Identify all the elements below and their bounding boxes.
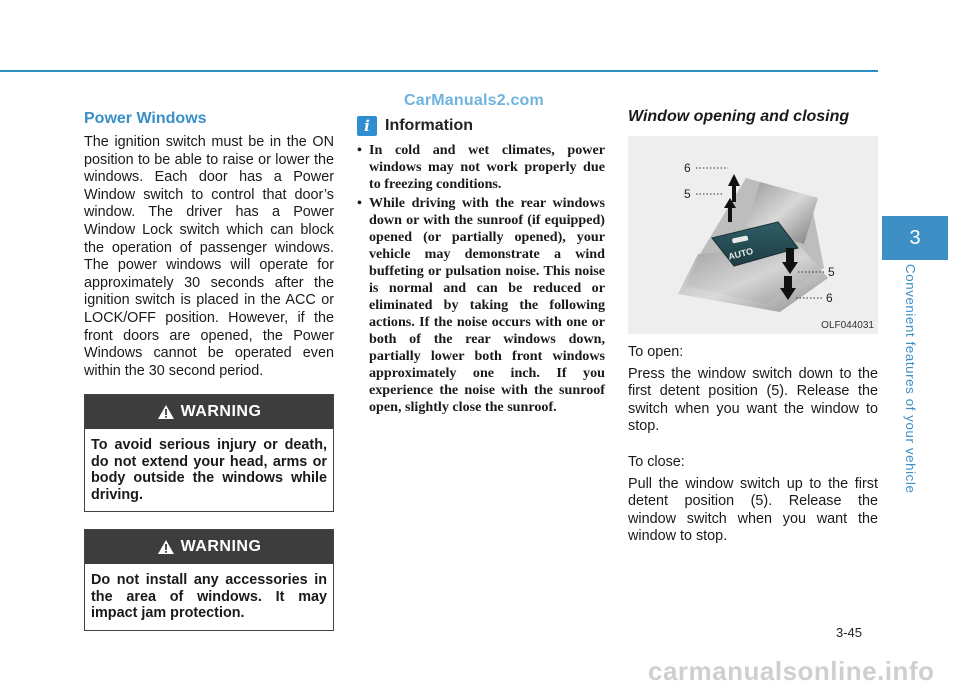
chapter-title-text: Convenient features of your vehicle [903,264,918,494]
power-windows-paragraph: The ignition switch must be in the ON position to be able to raise or lower the windows. Each door has a Power Window switch to control that door’s window. The driver has a Power Window Lock switch which can block the operation of passenger windows. The power windows will operate for approximately 30 seconds after the ignition switch is placed in the ACC or LOCK/OFF position. However, if the front doors are opened, the Power Windows cannot be operated even within the 30 second period. [84,134,334,379]
warning-label-1: WARNING [180,403,262,421]
warning-triangle-icon [157,539,175,555]
warning-text-2: Do not install any accessories in the area of windows. It may impact jam protection. [91,572,327,622]
header-rule [0,70,878,72]
warning-label-2: WARNING [180,538,262,556]
info-header [357,116,605,136]
list-item: • In cold and wet climates, power windows may not work properly due to freezing conditions. [357,142,605,193]
window-switch-figure [628,136,878,334]
list-item: • While driving with the rear windows down or with the sunroof (if equipped) opened (or partially opened), your vehicle may demonstrate a wind buffeting or pulsation noise. This noise is normal and can be reduced or eliminated by taking the following actions. If the noise occurs with one or both of the rear windows down, partially lower both front windows approximately one inch. If you experience the noise with the sunroof open, slightly close the sunroof. [357,195,605,416]
warning-header-1 [85,395,333,429]
column-window-operation [628,108,878,546]
chapter-tab: 3 [882,216,948,260]
window-subheading: Window opening and closing [628,108,850,125]
window-switch-illustration [628,136,878,334]
close-heading: To close: [628,453,685,470]
warning-triangle-icon [157,404,175,420]
section-title: Power Windows [84,110,207,127]
info-title: Information [385,117,473,134]
open-heading: To open: [628,344,684,360]
label-6-up: 6 [684,161,691,175]
watermark-top: CarManuals2.com [404,92,544,109]
close-text: Pull the window switch up to the first detent position (5). Release the window switch when you want the window to stop. [628,475,878,545]
column-information [357,116,605,418]
watermark-bottom: carmanualsonline.info [648,656,935,686]
warning-header-2 [85,530,333,564]
info-icon: i [357,116,377,136]
page-number: 3-45 [836,625,863,640]
open-text: Press the window switch down to the first detent position (5). Release the switch when you want the window to stop. [628,365,878,435]
warning-box-2 [84,529,334,631]
chapter-title [904,264,920,494]
label-5-down: 5 [828,265,835,279]
figure-caption: OLF044031 [821,320,874,331]
warning-text-1: To avoid serious injury or death, do not extend your head, arms or body outside the windows while driving. [91,437,327,503]
label-6-down: 6 [826,291,833,305]
label-5-up: 5 [684,187,691,201]
switch-auto-label: AUTO [727,245,755,262]
warning-box-1 [84,394,334,512]
column-power-windows [84,110,334,631]
info-list [357,142,605,416]
